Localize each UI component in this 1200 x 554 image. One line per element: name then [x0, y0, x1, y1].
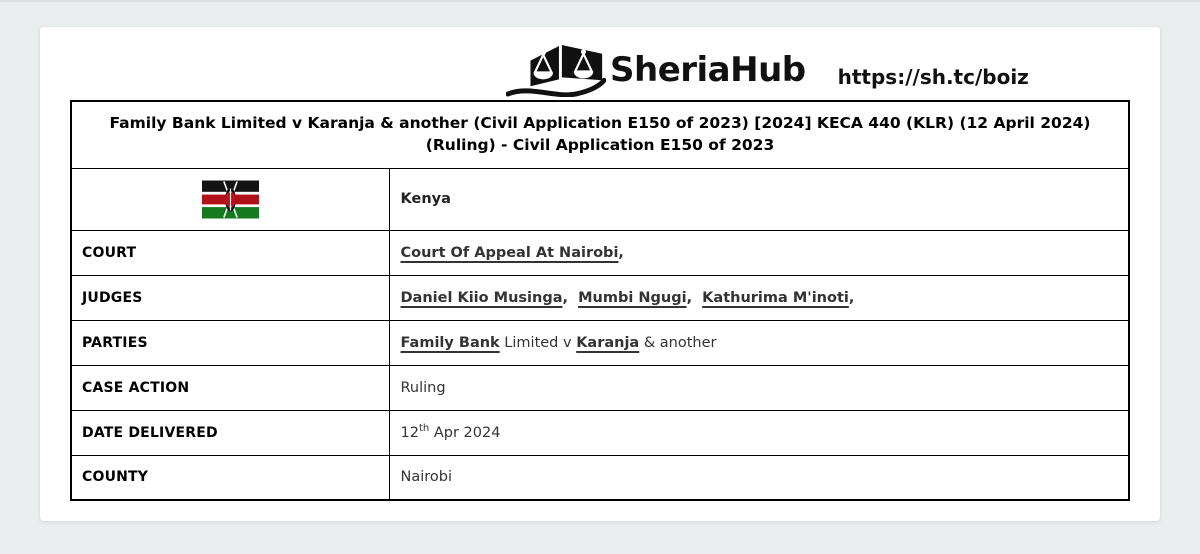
content-card [40, 27, 1160, 521]
value-text: , [686, 289, 703, 306]
kenya-flag-icon [202, 180, 259, 219]
row-label-judges: JUDGES [71, 275, 389, 320]
value-text: , [562, 289, 579, 306]
brand-name[interactable]: SheriaHub [610, 50, 806, 90]
case-title-line2: (Ruling) - Civil Application E150 of 2023 [425, 135, 775, 154]
value-text: 12 [400, 424, 419, 441]
row-value-date-delivered [389, 410, 1129, 455]
table-row-judges [71, 275, 1129, 320]
row-label-case-action: CASE ACTION [71, 365, 389, 410]
value-text: Ruling [400, 379, 446, 396]
row-value-parties [389, 320, 1129, 365]
row-label-court: COURT [71, 230, 389, 275]
table-row-title [71, 101, 1129, 168]
value-text: Nairobi [400, 469, 453, 486]
link-mumbi-ngugi[interactable]: Mumbi Ngugi [578, 289, 687, 306]
table-row-court [71, 230, 1129, 275]
value-text: Apr 2024 [429, 424, 501, 441]
site-url-link[interactable]: https://sh.tc/boiz [837, 64, 1029, 89]
scales-of-justice-icon [506, 43, 606, 97]
link-court-of-appeal-at-nairobi[interactable]: Court Of Appeal At Nairobi [400, 244, 619, 261]
row-label-county: COUNTY [71, 455, 389, 500]
value-text: , [848, 289, 855, 306]
case-title-line1: Family Bank Limited v Karanja & another (Civil Application E150 of 2023) [2024] KECA 440 (KLR) (12 April 2024) [109, 114, 1091, 133]
row-value-case-action [389, 365, 1129, 410]
value-text: & another [639, 334, 717, 351]
table-row-parties [71, 320, 1129, 365]
country-name: Kenya [389, 168, 1129, 230]
flag-cell [71, 168, 389, 230]
link-daniel-kiio-musinga[interactable]: Daniel Kiio Musinga [400, 289, 563, 306]
viewport-top-strip [0, 0, 1200, 2]
link-karanja[interactable]: Karanja [576, 334, 640, 351]
case-details-table [70, 100, 1130, 501]
row-value-court [389, 230, 1129, 275]
row-label-date-delivered: DATE DELIVERED [71, 410, 389, 455]
row-label-parties: PARTIES [71, 320, 389, 365]
link-kathurima-m-inoti[interactable]: Kathurima M'inoti [702, 289, 849, 306]
case-title [71, 101, 1129, 168]
link-family-bank[interactable]: Family Bank [400, 334, 500, 351]
table-row-county [71, 455, 1129, 500]
table-row-country [71, 168, 1129, 230]
ordinal-suffix: th [418, 422, 430, 434]
site-header [40, 27, 1160, 99]
value-text: Limited v [499, 334, 577, 351]
table-row-case-action [71, 365, 1129, 410]
row-value-county [389, 455, 1129, 500]
row-value-judges [389, 275, 1129, 320]
table-row-date-delivered [71, 410, 1129, 455]
brand-group [506, 43, 1029, 97]
value-text: , [618, 244, 624, 261]
